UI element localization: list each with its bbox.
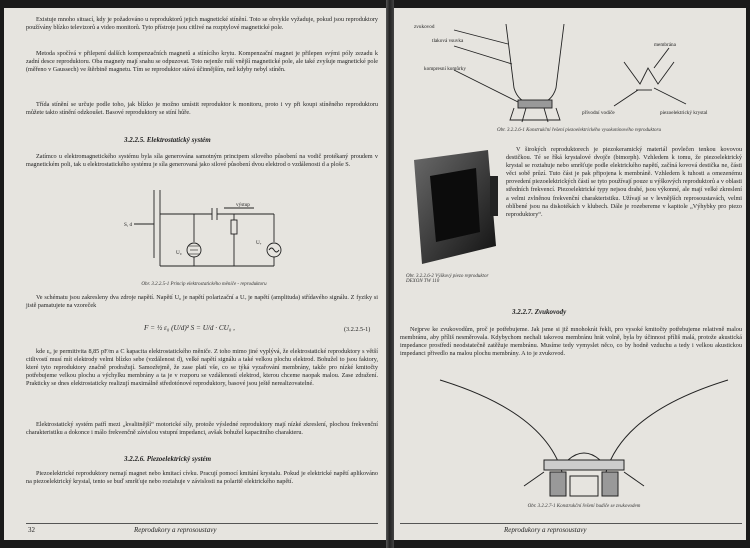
- caption-fig-4: Obr. 3.2.2.7-1 Konstrukční řešení budiče se zvukovodem: [527, 504, 641, 509]
- left-para-8: Piezoelektrické reproduktory nemají magnet nebo kmitací cívku. Pracují pomocí kmitání krystalu. Pokud je elektrické napětí aplikováno na piezoelektrický krystal, tento se buď smršťuje nebo roztahuje v závislosti na polaritě elektrického napětí.: [26, 470, 378, 486]
- footer-rule-right: [400, 523, 742, 524]
- left-footer: Reprodukory a reprosoustavy: [134, 526, 217, 534]
- label-vystup: výstup: [236, 202, 250, 208]
- left-para-2: Metoda spočívá v přilepení dalších kompenzačních magnetů a stínícího krytu. Kompenzační magnet je přilepen svými póly zezadu k zadní desce reproduktoru. Oba magnety mají snahu se odpuzovat. Toto nejenže ruší vnější magnetické pole, ale také zvyšuje magnetické pole (měřeno v Gaussech) ve štěrbině magnetu. Tím se reproduktor stává účinnějším, než kdyby nebyl stíněn.: [26, 50, 378, 74]
- piezo-tweeter-construction: [414, 18, 734, 130]
- left-para-4: Zatímco u elektromagnetického systému byla síla generována samotným principem silového působení na vodič protékaný proudem v magnetickém poli, tak u elektrostatického systému je síla generovaná jako silové působení dvou elektrod o vzdálenosti d a ploše S.: [26, 153, 378, 169]
- right-para-1: V širokých reproduktorech je piezokeramický materiál povlečen tenkou kovovou destičkou. Té se říká krystalové dvojče (bimorph). Vzhledem k tomu, že piezoelektrický krystal se roztahuje nebo smršťuje podle elektrického napětí, začíná kovová destička ne, části věci sobě průzí. Tuto část je pak připojena k membráně. Vzhledem k tuhosti a omezenému provedení piezoelektrických částí se tyto používají pouze u výškových reproduktorů a v oblasti středních frekvencí. Piezoelektrické typy nejsou drahé, jsou výkonné, ale mají velké zkreslení a velmi zvlněnou frekvenční charakteristiku. Užívají se v levnějších reprosoustavách, velmi oblíbené jsou na diskotékách v klubech. Dále je rozebereme v kapitole „Výhybky pro piezo reproduktory“.: [506, 146, 742, 218]
- left-para-6: kde ε₀ je permitivita 8,85 pF/m a C kapacita elektrostatického měniče. Z toho mimo jiné vyplývá, že elektrostatické reproduktory s větší citlivostí musí mít elektrody velmi blízko sebe (vzdálenost d), velké napětí signálu a také velkou plochu elektrod. Bohužel to jsou faktory, které tyto reproduktory značně prodražují. Samozřejmě, že zase platí vše, co se týká vyzařování membrány, takže pro nízké kmitočty potřebujeme velkou plochu a výchylku membrány a ta je v rozporu se vzdáleností elektrod, kterou chceme naopak malou. Zase zdražení. Prakticky se dnes elektrostaticky realizují maximálně středotónové reproduktory, basové jsou ještě nerealizovatelné.: [26, 348, 378, 388]
- left-para-7: Elektrostatický systém patří mezi „kvalitnější“ motorické síly, protože výsledné reproduktory mají nízké zkreslení, plochou frekvenční charakteristiku a dokonce i málo frekvenčně závislou vstupní impedanci, avšak bohužel kapacitního charakteru.: [26, 421, 378, 437]
- caption-fig-2: Obr. 3.2.2.6-1 Konstrukční řešení piezoelektrického vysokotónového reproduktoru: [496, 128, 662, 133]
- heading-zvukovody: 3.2.2.7. Zvukovody: [512, 308, 567, 316]
- caption-fig-1: Obr. 3.2.2.5-1 Princip elektrostatického měniče - reproduktoru: [141, 282, 267, 287]
- label-s-d: S, d: [124, 222, 133, 228]
- horn-driver-construction: [434, 376, 734, 500]
- left-para-1: Existuje mnoho situací, kdy je požadováno u reproduktorů jejich magnetické stínění. Toto se obvykle vyžaduje, pokud jsou reproduktory používány blízko televizorů a video monitorů. Tyto přístroje jsou citlivé na rozptylové magnetické pole.: [26, 16, 378, 32]
- label-tlakova-vlozka: tlaková vsuvka: [432, 38, 464, 44]
- caption-fig-3: Obr. 3.2.2.6-2 Výškový piezo reproduktor DEXON TW 110: [406, 274, 489, 284]
- formula-number: (3.2.2.5-1): [344, 326, 371, 333]
- heading-elektrostaticky: 3.2.2.5. Elektrostatický systém: [124, 136, 211, 144]
- right-page: [394, 8, 746, 540]
- formula: F = ½ ε₀ (U/d)² S = U/d · CU₀ ,: [144, 324, 235, 332]
- left-para-3: Třída stínění se určuje podle toho, jak blízko je možno umístit reproduktor k monitoru, proto i vy při koupi stíněného reproduktoru můžete takto stínění odzkoušet. Basové reproduktory se stíní hůře.: [26, 101, 378, 117]
- label-zvukovod: zvukovod: [414, 24, 435, 30]
- label-kompresni-komurky: kompresní komůrky: [424, 66, 466, 72]
- footer-rule: [26, 523, 378, 524]
- label-privodni-vodice: přívodní vodiče: [582, 110, 615, 116]
- right-para-2: Nejprve ke zvukovodům, proč je potřebujeme. Jak jsme si již mnohokrát řekli, pro vysoké kmitočty potřebujeme relativně malou membránu, aby příliš nesměrovala. Kdybychom nechali takovou membránu hrát volně, byla by účinnost příliš malá, protože akustická impedance prostředí neodstatečně zatěžuje membránu. Musíme tedy vymyslet něco, co by hodně vzduchu a tedy i velkou akustickou impedanci přivedlo na malou plochu membrány. A to je zvukovod.: [400, 326, 742, 358]
- electrostatic-schematic: [124, 184, 304, 280]
- page-number: 32: [28, 526, 35, 534]
- right-footer: Reprodukory a reprosoustavy: [504, 526, 587, 534]
- label-u0: U₀: [176, 250, 182, 256]
- dexon-tweeter-photo: [400, 146, 500, 270]
- label-membrana: membrána: [654, 42, 676, 48]
- left-page: [4, 8, 386, 540]
- label-krystal: piezoelektrický krystal: [660, 110, 708, 116]
- left-para-5: Ve schématu jsou zakresleny dva zdroje napětí. Napětí U₀ je napětí polarizační a Uᵥ je napětí (amplituda) střídavého signálu. Z fyziky si jistě pamatujete na vzoreček: [26, 294, 378, 310]
- label-uv: Uᵥ: [256, 240, 262, 246]
- book-gutter: [386, 0, 394, 548]
- heading-piezo: 3.2.2.6. Piezoelektrický systém: [124, 455, 212, 463]
